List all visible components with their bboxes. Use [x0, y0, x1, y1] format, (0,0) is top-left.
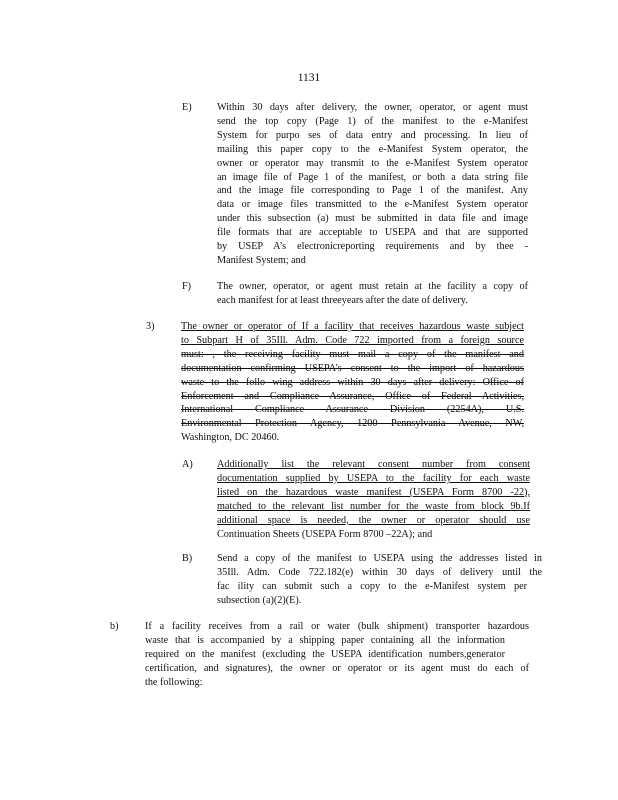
- text-line: by USEP A’s electronicreporting requirements and by thee -: [217, 241, 528, 253]
- item-a-text: [217, 458, 530, 541]
- item-f-text: [217, 280, 528, 308]
- text-line: waste to the follo wing address within 30 days after delivery: Office of: [181, 376, 524, 388]
- text-line: to Subpart H of 35Ill. Adm. Code 722 imported from a foreign source: [181, 334, 524, 346]
- text-line: The owner or operator of If a facility that receives hazardous waste subject: [181, 321, 524, 332]
- text-line: certification, and signatures), the owner or operator or its agent must do each of: [145, 662, 529, 674]
- text-line: required on the manifest (excluding the USEPA identification numbers,generator: [145, 648, 505, 660]
- text-line: each manifest for at least threeyears after the date of delivery.: [217, 294, 468, 306]
- text-line: the following:: [145, 676, 203, 688]
- item-3-label: 3): [146, 321, 155, 332]
- text-line: send the top copy (Page 1) of the manifest to the e-Manifest: [217, 115, 528, 127]
- text-line: an image file of Page 1 of the manifest, or both a data string file: [217, 171, 528, 183]
- text-line: matched to the relevant list number for the waste from block 9b.If: [217, 500, 530, 512]
- text-line: mailing this paper copy to the e-Manifest System operator, the: [217, 143, 528, 155]
- text-line: The owner, operator, or agent must retain at the facility a copy of: [217, 281, 528, 292]
- text-line: subsection (a)(2)(E).: [217, 594, 302, 606]
- item-3-text: [181, 320, 524, 445]
- text-line: Within 30 days after delivery, the owner, operator, or agent must: [217, 102, 528, 113]
- text-line: additional space is needed, the owner or operator should use: [217, 514, 530, 526]
- text-line: System for purpo ses of data entry and processing. In lieu of: [217, 129, 528, 141]
- text-line: must: , the receiving facility must mail a copy of the manifest and: [181, 348, 524, 360]
- text-line: listed on the hazardous waste manifest (USEPA Form 8700 -22),: [217, 486, 530, 498]
- text-line: Environmental Protection Agency, 1200 Pennsylvania Avenue, NW,: [181, 418, 524, 430]
- text-line: file formats that are acceptable to USEPA and that are supported: [217, 227, 528, 239]
- text-line: under this subsection (a) must be submitted in data file and image: [217, 213, 528, 225]
- item-f-label: F): [182, 281, 192, 292]
- text-line: Washington, DC 20460.: [181, 432, 280, 444]
- text-line: waste that is accompanied by a shipping paper containing all the information: [145, 634, 505, 646]
- text-line: owner or operator may transmit to the e-Manifest System operator: [217, 157, 528, 169]
- item-b-lower-label: b): [110, 621, 119, 632]
- text-line: 35Ill. Adm. Code 722.182(e) within 30 days of delivery until the: [217, 566, 542, 578]
- item-e-text: [217, 101, 528, 268]
- item-b-lower-text: [145, 620, 529, 690]
- item-e-label: E): [182, 102, 192, 113]
- text-line: and the image file corresponding to Page 1 of the manifest. Any: [217, 185, 528, 197]
- text-line: Additionally list the relevant consent number from consent: [217, 459, 530, 470]
- item-b-upper-text: [217, 552, 542, 608]
- text-line: fac ility can submit such a copy to the e-Manifest system per: [217, 580, 527, 592]
- text-line: Manifest System; and: [217, 254, 306, 266]
- text-line: Send a copy of the manifest to USEPA using the addresses listed in: [217, 553, 542, 564]
- text-line: documentation supplied by USEPA to the facility for each waste: [217, 472, 530, 484]
- item-a-label: A): [182, 459, 193, 470]
- text-line: If a facility receives from a rail or water (bulk shipment) transporter hazardous: [145, 621, 529, 632]
- page-number: 1131: [297, 72, 321, 84]
- item-b-upper-label: B): [182, 553, 193, 564]
- text-line: International Compliance Assurance Division (2254A), U.S.: [181, 404, 524, 416]
- text-line: documentation confirming USEPA’s consent to the import of hazardous: [181, 362, 524, 374]
- text-line: data or image files transmitted to the e-Manifest System operator: [217, 199, 528, 211]
- text-line: Continuation Sheets (USEPA Form 8700 –22A); and: [217, 528, 433, 540]
- text-line: Enforcement and Compliance Assurance, Office of Federal Activities,: [181, 390, 524, 402]
